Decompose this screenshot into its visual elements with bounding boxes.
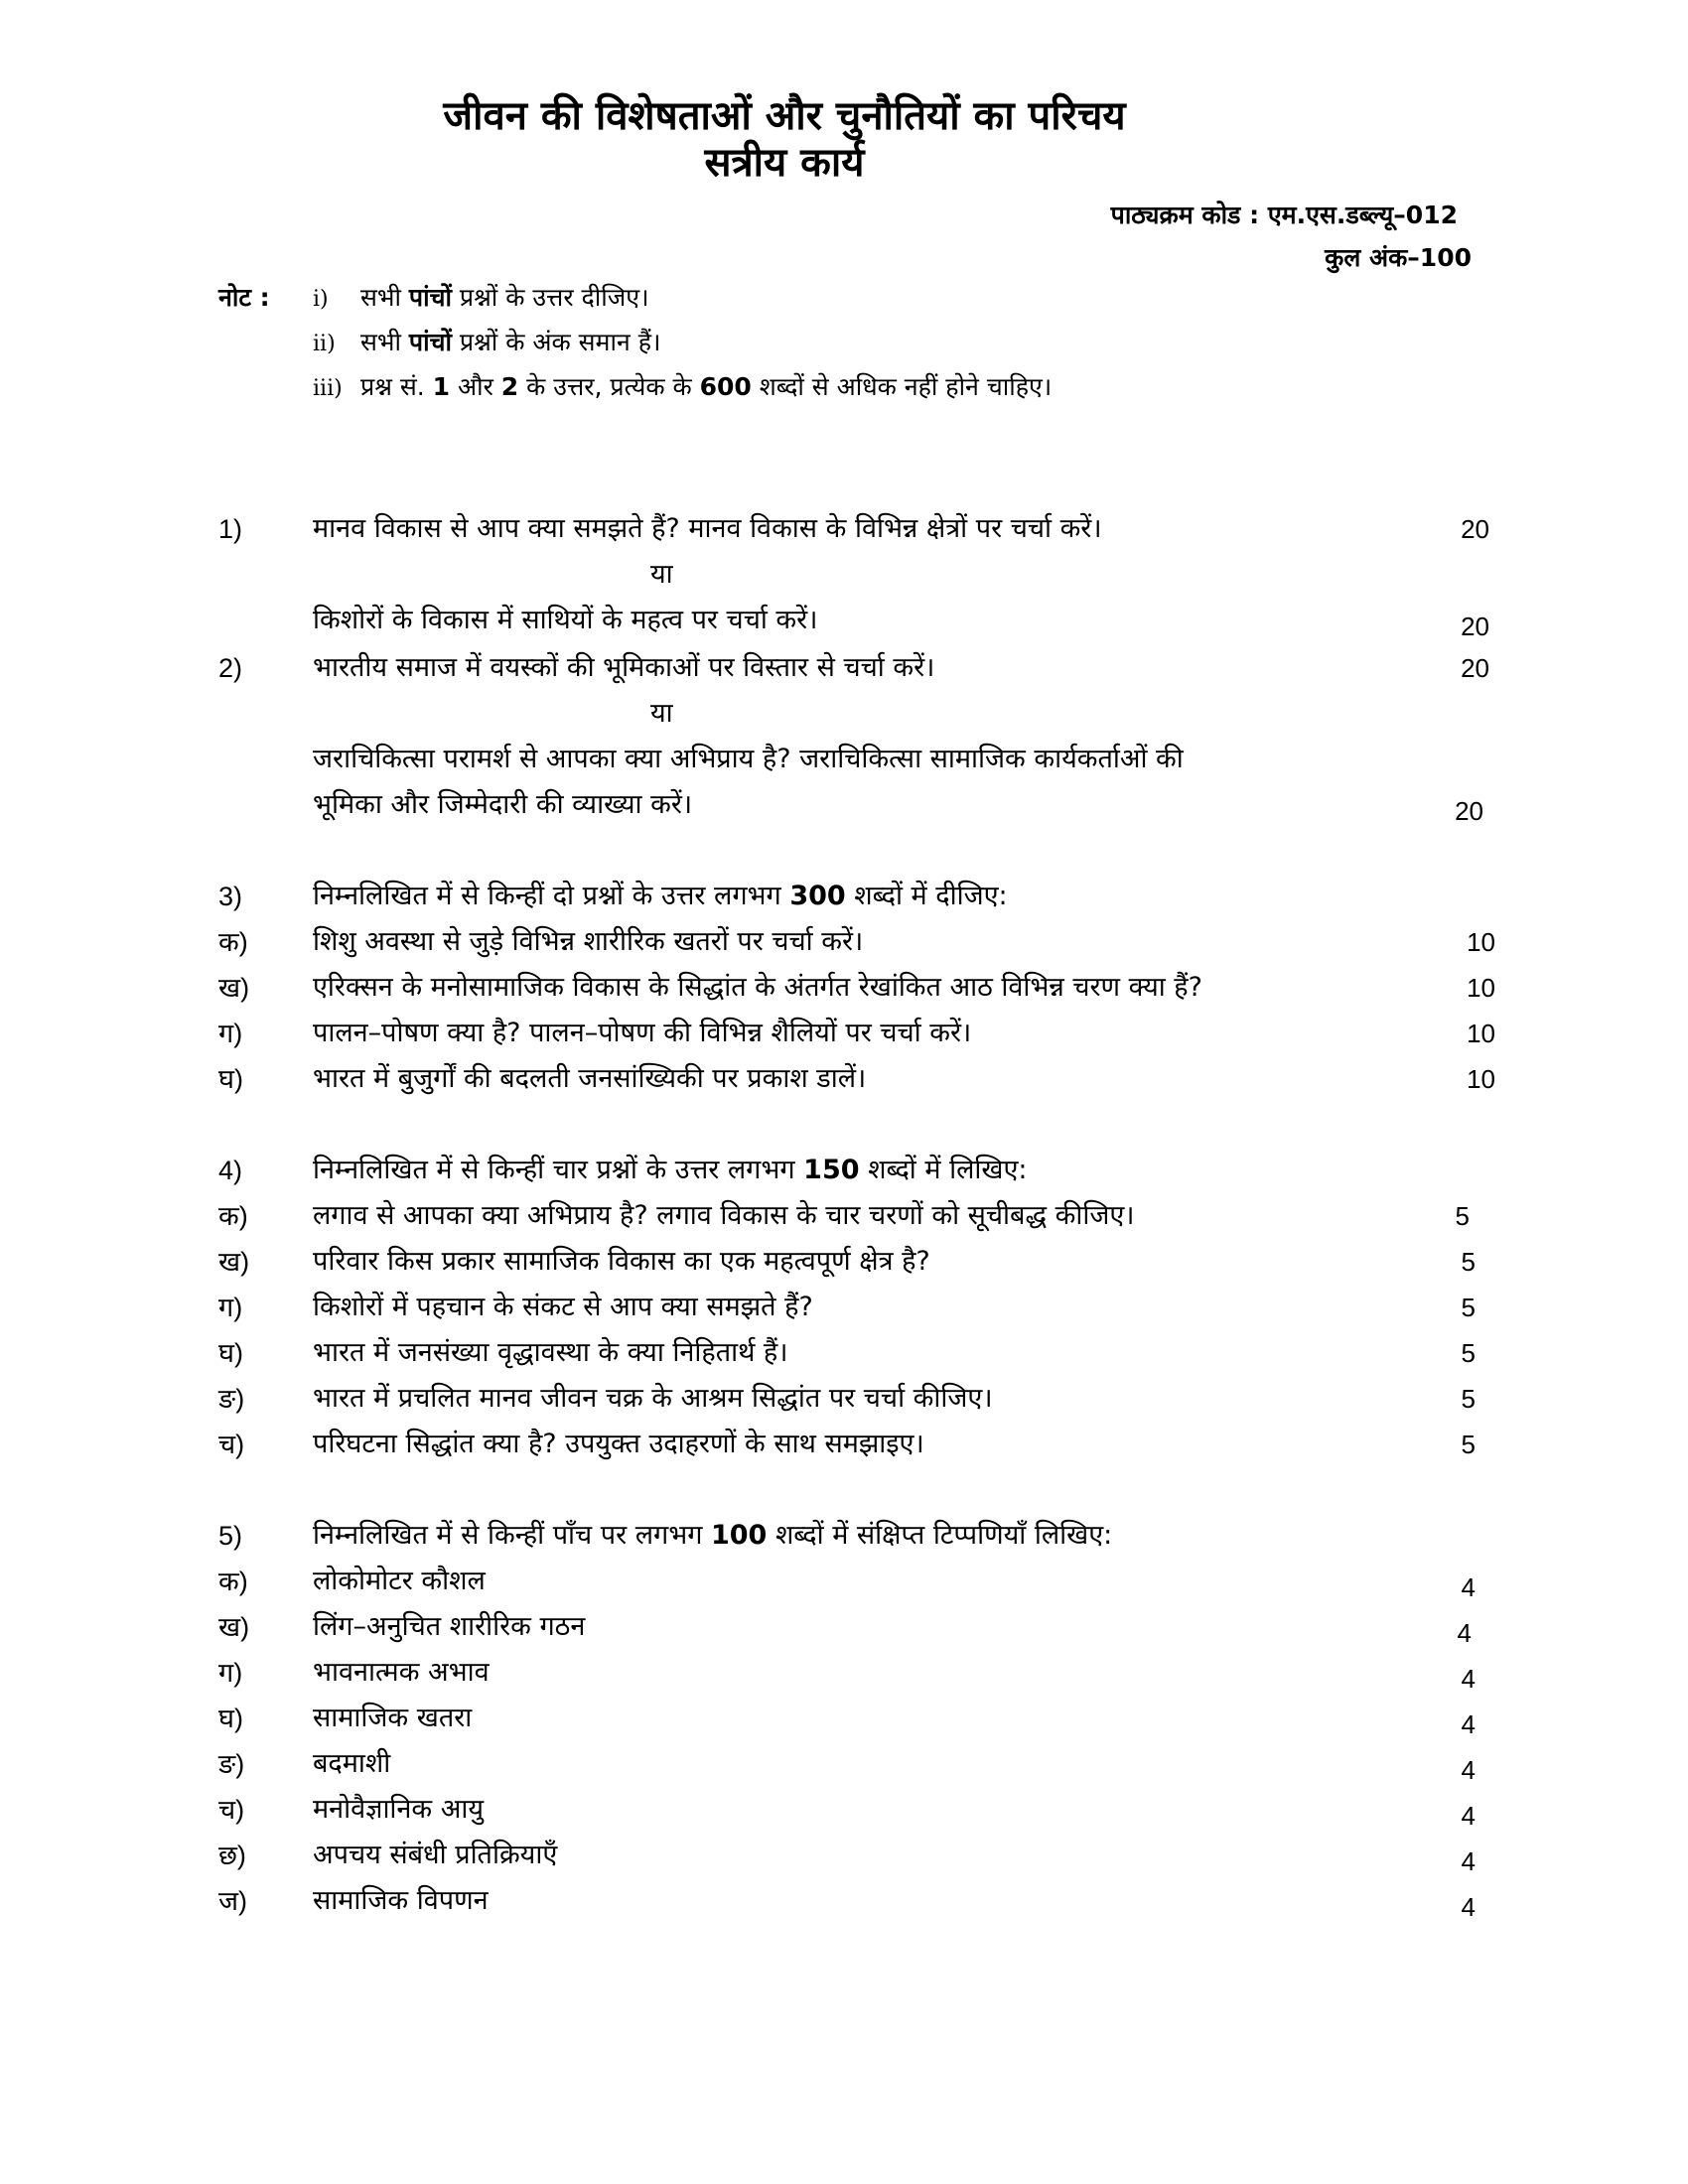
intro-word-count: 100 bbox=[710, 1520, 768, 1551]
question-number: 5) bbox=[218, 1521, 243, 1551]
sub-question-label: छ) bbox=[218, 1841, 246, 1870]
sub-question-label: ग) bbox=[218, 1658, 243, 1688]
sub-question-text: सामाजिक विपणन bbox=[313, 1885, 489, 1916]
sub-question-marks: 4 bbox=[1461, 1755, 1476, 1785]
sub-question-label: घ) bbox=[218, 1704, 243, 1733]
sub-question bbox=[218, 1559, 1489, 1604]
sub-question bbox=[218, 1376, 1489, 1422]
sub-question bbox=[218, 1604, 1489, 1650]
question-text: किशोरों के विकास में साथियों के महत्व पर चर्चा करें। bbox=[313, 605, 818, 635]
sub-question bbox=[218, 1878, 1489, 1924]
sub-question bbox=[218, 1422, 1489, 1467]
question-text bbox=[313, 1513, 1112, 1559]
question-text bbox=[313, 1148, 1028, 1193]
sub-question-text: किशोरों में पहचान के संकट से आप क्या समझते हैं? bbox=[313, 1292, 813, 1322]
sub-question-marks: 5 bbox=[1455, 1201, 1470, 1231]
intro-text: निम्नलिखित में से किन्हीं चार प्रश्नों के उत्तर लगभग bbox=[313, 1155, 804, 1185]
intro-text: निम्नलिखित में से किन्हीं दो प्रश्नों के उत्तर लगभग bbox=[313, 881, 790, 911]
sub-question bbox=[218, 1833, 1489, 1878]
or-separator: या bbox=[650, 698, 673, 729]
sub-question-label: ज) bbox=[218, 1886, 248, 1916]
question-number: 3) bbox=[218, 882, 243, 911]
sub-question bbox=[218, 1787, 1489, 1833]
note-bold-text: पांचों bbox=[408, 328, 452, 356]
sub-question bbox=[218, 1285, 1489, 1330]
note-bold-text: 2 bbox=[500, 372, 519, 401]
sub-question-marks: 4 bbox=[1461, 1572, 1476, 1602]
sub-question-text: भावनात्मक अभाव bbox=[313, 1657, 490, 1688]
note-text: सभी bbox=[360, 328, 409, 356]
sub-question-marks: 10 bbox=[1467, 973, 1495, 1003]
intro-text: शब्दों में दीजिए: bbox=[845, 881, 1008, 911]
sub-question bbox=[218, 1011, 1495, 1056]
intro-text: शब्दों में लिखिए: bbox=[859, 1155, 1028, 1185]
sub-question-marks: 5 bbox=[1461, 1384, 1476, 1414]
question-1 bbox=[218, 506, 1489, 552]
question-text: मानव विकास से आप क्या समझते हैं? मानव विकास के विभिन्न क्षेत्रों पर चर्चा करें। bbox=[313, 513, 1102, 544]
sub-question-label: क) bbox=[218, 1567, 248, 1596]
sub-question-marks: 10 bbox=[1467, 1019, 1495, 1048]
question-number: 4) bbox=[218, 1156, 243, 1185]
sub-question-label: ङ) bbox=[218, 1749, 245, 1779]
question-marks: 20 bbox=[1455, 796, 1483, 826]
sub-question bbox=[218, 1193, 1489, 1239]
sub-question-text: सामाजिक खतरा bbox=[313, 1703, 473, 1733]
sub-question-text: शिशु अवस्था से जुड़े विभिन्न शारीरिक खतरों पर चर्चा करें। bbox=[313, 926, 864, 957]
or-separator: या bbox=[650, 559, 673, 590]
sub-question-text: एरिक्सन के मनोसामाजिक विकास के सिद्धांत के अंतर्गत रेखांकित आठ विभिन्न चरण क्या हैं? bbox=[313, 972, 1202, 1003]
note-text: प्रश्न सं. bbox=[360, 372, 433, 401]
intro-word-count: 300 bbox=[789, 881, 846, 911]
sub-question-text: पालन–पोषण क्या है? पालन–पोषण की विभिन्न शैलियों पर चर्चा करें। bbox=[313, 1018, 972, 1048]
sub-question bbox=[218, 1696, 1489, 1741]
note-number: i) bbox=[313, 287, 329, 312]
question-2-alt-line-1 bbox=[218, 737, 1489, 782]
sub-question-text: लिंग–अनुचित शारीरिक गठन bbox=[313, 1611, 586, 1642]
note-item bbox=[313, 367, 1052, 407]
question-3-intro bbox=[218, 874, 1489, 919]
sub-question bbox=[218, 1056, 1495, 1102]
note-text: के उत्तर, प्रत्येक के bbox=[518, 372, 700, 401]
sub-question bbox=[218, 1330, 1489, 1376]
sub-question bbox=[218, 1741, 1489, 1787]
note-text: प्रश्नों के अंक समान हैं। bbox=[451, 328, 661, 356]
sub-question-label: ख) bbox=[218, 1247, 250, 1277]
sub-question-marks: 4 bbox=[1461, 1892, 1476, 1922]
note-bold-text: पांचों bbox=[408, 283, 452, 312]
sub-question bbox=[218, 965, 1495, 1011]
question-5-intro bbox=[218, 1513, 1489, 1559]
question-number: 1) bbox=[218, 514, 243, 544]
sub-question-marks: 4 bbox=[1461, 1709, 1476, 1739]
question-marks: 20 bbox=[1461, 514, 1489, 544]
question-marks: 20 bbox=[1461, 653, 1489, 683]
intro-text: शब्दों में संक्षिप्त टिप्पणियाँ लिखिए: bbox=[767, 1520, 1113, 1551]
sub-question bbox=[218, 1239, 1489, 1285]
note-text: और bbox=[450, 372, 501, 401]
course-code: पाठ्यक्रम कोड : एम.एस.डब्ल्यू–012 bbox=[1110, 201, 1458, 229]
sub-question-label: घ) bbox=[218, 1064, 243, 1094]
sub-question-marks: 4 bbox=[1457, 1618, 1472, 1648]
sub-question bbox=[218, 919, 1495, 965]
sub-question-marks: 5 bbox=[1461, 1430, 1476, 1459]
sub-question-marks: 5 bbox=[1461, 1338, 1476, 1368]
sub-question-label: ग) bbox=[218, 1293, 243, 1322]
sub-question-text: लगाव से आपका क्या अभिप्राय है? लगाव विकास के चार चरणों को सूचीबद्ध कीजिए। bbox=[313, 1200, 1135, 1231]
note-number: iii) bbox=[313, 376, 343, 401]
sub-question-text: भारत में प्रचलित मानव जीवन चक्र के आश्रम सिद्धांत पर चर्चा कीजिए। bbox=[313, 1383, 993, 1414]
intro-word-count: 150 bbox=[803, 1155, 860, 1185]
sub-question-label: ख) bbox=[218, 973, 250, 1003]
question-text: जराचिकित्सा परामर्श से आपका क्या अभिप्राय है? जराचिकित्सा सामाजिक कार्यकर्ताओं की bbox=[313, 744, 1184, 774]
sub-question-label: क) bbox=[218, 1201, 248, 1231]
sub-question-marks: 4 bbox=[1461, 1846, 1476, 1876]
sub-question bbox=[218, 1650, 1489, 1696]
question-marks: 20 bbox=[1461, 612, 1489, 641]
sub-question-label: ख) bbox=[218, 1612, 250, 1642]
sub-question-marks: 5 bbox=[1461, 1247, 1476, 1277]
note-item bbox=[313, 278, 649, 318]
question-2 bbox=[218, 645, 1489, 691]
note-text: शब्दों से अधिक नहीं होने चाहिए। bbox=[751, 372, 1053, 401]
sub-question-text: मनोवैज्ञानिक आयु bbox=[313, 1794, 484, 1825]
sub-question-marks: 5 bbox=[1461, 1293, 1476, 1322]
sub-question-label: ग) bbox=[218, 1019, 243, 1048]
note-label: नोट : bbox=[218, 283, 270, 312]
sub-question-label: च) bbox=[218, 1430, 245, 1459]
note-number: ii) bbox=[313, 332, 336, 356]
sub-question-marks: 4 bbox=[1461, 1664, 1476, 1694]
note-bold-text: 600 bbox=[699, 372, 752, 401]
note-text: सभी bbox=[360, 283, 409, 312]
note-item bbox=[313, 323, 661, 362]
sub-question-text: भारत में जनसंख्या वृद्धावस्था के क्या निहितार्थ हैं। bbox=[313, 1337, 788, 1368]
intro-text: निम्नलिखित में से किन्हीं पाँच पर लगभग bbox=[313, 1520, 711, 1551]
page-title: जीवन की विशेषताओं और चुनौतियों का परिचय bbox=[443, 93, 1126, 139]
question-2-alt-line-2 bbox=[218, 782, 1489, 828]
question-1-alt bbox=[218, 598, 1489, 643]
question-text: भूमिका और जिम्मेदारी की व्याख्या करें। bbox=[313, 789, 693, 820]
sub-question-text: लोकोमोटर कौशल bbox=[313, 1566, 486, 1596]
sub-question-text: अपचय संबंधी प्रतिक्रियाएँ bbox=[313, 1840, 558, 1870]
sub-question-marks: 10 bbox=[1467, 1064, 1495, 1094]
total-marks: कुल अंक–100 bbox=[1325, 243, 1472, 272]
sub-question-label: च) bbox=[218, 1795, 245, 1825]
note-text: प्रश्नों के उत्तर दीजिए। bbox=[451, 283, 649, 312]
sub-question-marks: 4 bbox=[1461, 1801, 1476, 1831]
sub-question-marks: 10 bbox=[1467, 927, 1495, 957]
note-bold-text: 1 bbox=[432, 372, 451, 401]
page-subtitle: सत्रीय कार्य bbox=[704, 140, 865, 186]
sub-question-label: ङ) bbox=[218, 1384, 245, 1414]
sub-question-label: क) bbox=[218, 927, 248, 957]
question-4-intro bbox=[218, 1148, 1489, 1193]
sub-question-label: घ) bbox=[218, 1338, 243, 1368]
question-text bbox=[313, 874, 1008, 919]
question-text: भारतीय समाज में वयस्कों की भूमिकाओं पर विस्तार से चर्चा करें। bbox=[313, 652, 935, 683]
sub-question-text: परिवार किस प्रकार सामाजिक विकास का एक महत्वपूर्ण क्षेत्र है? bbox=[313, 1246, 930, 1277]
sub-question-text: भारत में बुजुर्गों की बदलती जनसांख्यिकी पर प्रकाश डालें। bbox=[313, 1063, 867, 1094]
question-number: 2) bbox=[218, 653, 243, 683]
sub-question-text: बदमाशी bbox=[313, 1748, 391, 1779]
sub-question-text: परिघटना सिद्धांत क्या है? उपयुक्त उदाहरणों के साथ समझाइए। bbox=[313, 1429, 924, 1459]
